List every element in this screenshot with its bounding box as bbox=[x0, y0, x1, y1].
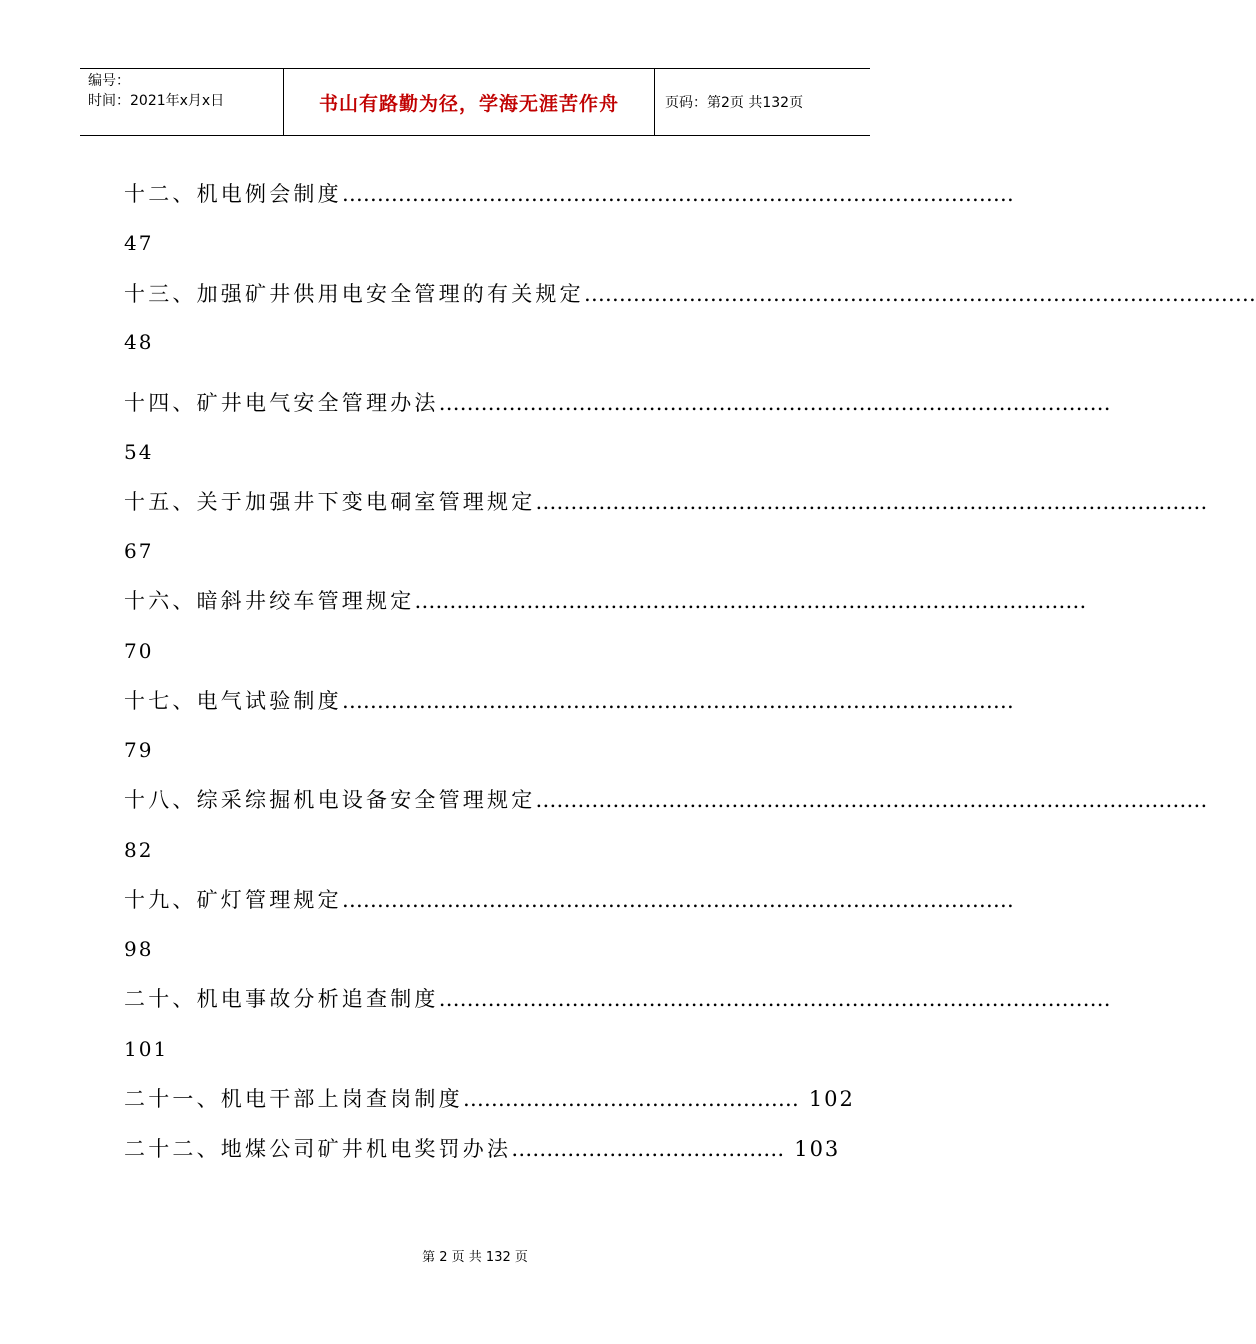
toc-leader-dots: …………………………………………………………………………………… bbox=[438, 987, 1111, 1011]
header-page-info: 页码：第2页 共132页 bbox=[665, 95, 804, 111]
toc-leader-dots: …………………………………………………………………………………… bbox=[341, 182, 1014, 206]
toc-entry-title: 二十一、机电干部上岗查岗制度 bbox=[124, 1087, 463, 1111]
toc-entry-title: 十九、矿灯管理规定 bbox=[124, 888, 342, 912]
toc-entry-title: 十五、关于加强井下变电硐室管理规定 bbox=[124, 490, 536, 514]
page-footer: 第 2 页 共 132 页 bbox=[422, 1250, 528, 1265]
toc-entry-page: 48 bbox=[124, 330, 154, 354]
toc-entry-page: 79 bbox=[124, 738, 154, 762]
toc-entry-page: 101 bbox=[124, 1037, 169, 1061]
toc-leader-dots: …………………………………………………………………………………… bbox=[535, 490, 1208, 514]
toc-leader-dots: ………………………………………… bbox=[462, 1087, 799, 1111]
toc-entry-page: 103 bbox=[794, 1137, 841, 1161]
document-number-label: 编号： bbox=[88, 73, 130, 89]
toc-entry[interactable] bbox=[124, 786, 1208, 814]
toc-entry[interactable] bbox=[124, 180, 1014, 208]
toc-entry-title: 十八、综采综掘机电设备安全管理规定 bbox=[124, 788, 536, 812]
toc-entry-page: 67 bbox=[124, 539, 154, 563]
document-time-label: 时间：2021年x月x日 bbox=[88, 93, 225, 109]
toc-entry-page: 70 bbox=[124, 639, 154, 663]
toc-entry-title: 十七、电气试验制度 bbox=[124, 689, 342, 713]
toc-leader-dots: …………………………………………………………………………………… bbox=[583, 282, 1256, 306]
toc-entry-page: 98 bbox=[124, 937, 154, 961]
toc-leader-dots: …………………………………………………………………………………… bbox=[341, 888, 1014, 912]
toc-entry-page: 47 bbox=[124, 231, 154, 255]
toc-entry[interactable] bbox=[124, 587, 1087, 615]
toc-entry-title: 二十、机电事故分析追查制度 bbox=[124, 987, 439, 1011]
toc-leader-dots: …………………………………………………………………………………… bbox=[341, 689, 1014, 713]
toc-entry[interactable] bbox=[124, 985, 1111, 1013]
toc-leader-dots: ………………………………… bbox=[511, 1137, 785, 1161]
toc-entry-title: 二十二、地煤公司矿井机电奖罚办法 bbox=[124, 1137, 512, 1161]
toc-entry[interactable] bbox=[124, 488, 1208, 516]
toc-entry[interactable] bbox=[124, 280, 1256, 308]
toc-entry-title: 十四、矿井电气安全管理办法 bbox=[124, 391, 439, 415]
toc-leader-dots: …………………………………………………………………………………… bbox=[414, 589, 1087, 613]
toc-leader-dots: …………………………………………………………………………………… bbox=[535, 788, 1208, 812]
toc-entry[interactable] bbox=[124, 687, 1014, 715]
toc-leader-dots: …………………………………………………………………………………… bbox=[438, 391, 1111, 415]
toc-entry[interactable] bbox=[124, 389, 1111, 417]
toc-entry-page: 54 bbox=[124, 440, 154, 464]
toc-entry-title: 十六、暗斜井绞车管理规定 bbox=[124, 589, 415, 613]
toc-entry-title: 十二、机电例会制度 bbox=[124, 182, 342, 206]
toc-entry[interactable] bbox=[124, 1085, 855, 1113]
page-header bbox=[80, 68, 870, 136]
toc-entry[interactable] bbox=[124, 886, 1014, 914]
toc-entry-page: 82 bbox=[124, 838, 154, 862]
header-meta bbox=[80, 69, 283, 135]
toc-entry-title: 十三、加强矿井供用电安全管理的有关规定 bbox=[124, 282, 584, 306]
toc-entry[interactable] bbox=[124, 1135, 840, 1163]
toc-entry-page: 102 bbox=[808, 1087, 855, 1111]
header-motto: 书山有路勤为径，学海无涯苦作舟 bbox=[283, 69, 655, 135]
